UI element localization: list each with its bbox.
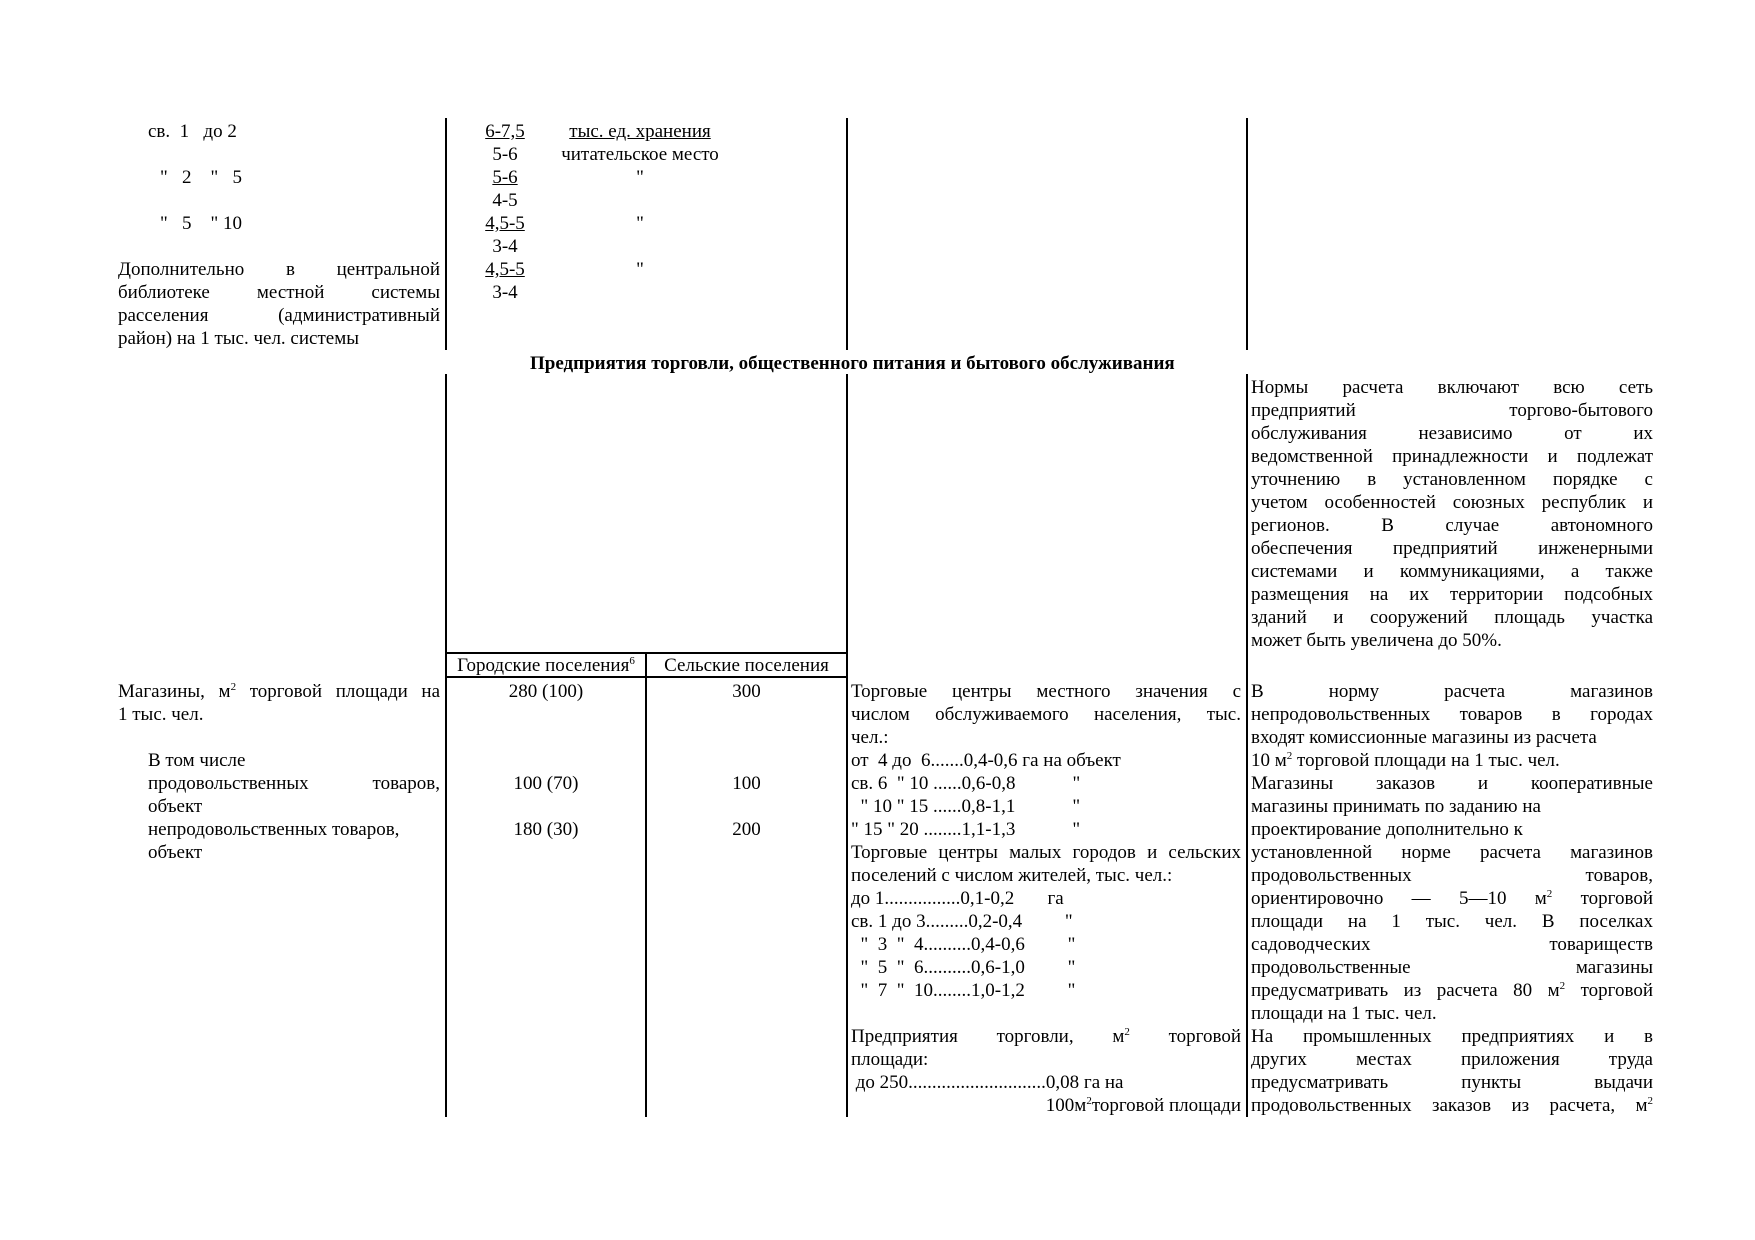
land-area-local-1: от 4 до 6.......0,4-0,6 га на объект [851, 750, 1121, 771]
land-area-small-1: до 1................0,1-0,2 га [851, 888, 1064, 909]
land-area-small-3: " 3 " 4..........0,4-0,6 " [851, 934, 1076, 955]
shops-incl-label: В том числе [148, 750, 246, 771]
library-row-3-label: " 5 " 10 [160, 213, 243, 234]
col-divider-1-bottom [445, 374, 447, 1117]
land-area-small-2: св. 1 до 3.........0,2-0,4 " [851, 911, 1073, 932]
library-ditto-1: " [636, 167, 644, 188]
shops-rural-value: 300 [732, 681, 761, 702]
library-row-2-label: " 2 " 5 [160, 167, 243, 188]
library-value-4: 4-5 [492, 190, 518, 211]
library-ditto-2: " [636, 213, 644, 234]
notes-block-1: В норму расчета магазинов непродовольственных товаров в городах входят комиссионные магазины из расчета 10 $м^2$ торговой площади на 1 тыс. чел. Магазины заказов и кооперативные магазины принимать по заданию на проектирование дополнительно к установленной норме расчета магазинов продовольственных товаров, ориентировочно — 5—10 $м^2$ торговой площади на 1 тыс. чел. В поселках садоводческих товариществ продовольственные магазины предусматривать из расчета 80 $м^2$ торговой площади на 1 тыс. чел. На промышленных предприятиях и в других местах приложения труда предусматривать пункты выдачи продовольственных заказов из расчета, $м^2$ [1251, 681, 1653, 1116]
library-extra-label: Дополнительно в центральной библиотеке местной системы расселения (административный район) на 1 тыс. чел. системы [118, 259, 440, 349]
library-unit-seat: читательское место [561, 144, 719, 165]
library-value-8: 3-4 [492, 282, 518, 303]
library-ditto-3: " [636, 259, 644, 280]
library-value-1: 6-7,5 [485, 121, 525, 142]
nonfood-shops-urban: 180 (30) [513, 819, 579, 840]
land-area-small-4: " 5 " 6..........0,6-1,0 " [851, 957, 1076, 978]
land-area-trade-2: $100м^2торговой$ площади [1045, 1095, 1241, 1116]
col-divider-1-top [445, 118, 447, 350]
food-shops-rural: 100 [732, 773, 761, 794]
library-row-1-label: св. 1 до 2 [148, 121, 237, 142]
land-area-trade-1: до 250.............................0,08 га на [851, 1072, 1124, 1093]
library-value-3: 5-6 [492, 167, 518, 188]
land-area-local-2: св. 6 " 10 ......0,6-0,8 " [851, 773, 1081, 794]
food-shops-urban: 100 (70) [513, 773, 579, 794]
shops-label: Магазины, $м^2$ торговой площади на 1 тыс. чел. [118, 681, 441, 725]
nonfood-shops-rural: 200 [732, 819, 761, 840]
col-divider-2-bottom [846, 374, 848, 1117]
library-value-5: 4,5-5 [485, 213, 525, 234]
col-divider-2-top [846, 118, 848, 350]
land-area-block-3: Предприятия торговли, $м^2$ торговой площади: [851, 1026, 1242, 1070]
land-area-local-3: " 10 " 15 ......0,8-1,1 " [851, 796, 1081, 817]
col-header-rural: Сельские поселения [664, 655, 829, 676]
land-area-block-2: Торговые центры малых городов и сельских поселений с числом жителей, тыс. чел.: [851, 842, 1241, 886]
library-unit-storage: тыс. ед. хранения [569, 121, 711, 142]
library-value-7: 4,5-5 [485, 259, 525, 280]
col-divider-3-bottom [1246, 374, 1248, 1117]
shops-urban-value: 280 (100) [508, 681, 584, 702]
land-area-small-5: " 7 " 10........1,0-1,2 " [851, 980, 1076, 1001]
section-title: Предприятия торговли, общественного питания и бытового обслуживания [530, 353, 1175, 374]
col-header-urban: Городские поселения$^6$ [457, 655, 635, 676]
land-area-block-1: Торговые центры местного значения с числом обслуживаемого населения, тыс. чел.: [851, 681, 1241, 748]
nonfood-shops-label-2: объект [148, 842, 203, 863]
food-shops-label: продовольственных товаров, объект [148, 773, 440, 817]
nonfood-shops-label-1: непродовольственных товаров, [148, 819, 400, 840]
land-area-local-4: " 15 " 20 ........1,1-1,3 " [851, 819, 1081, 840]
col-divider-urban-rural [645, 652, 647, 1117]
section-note: Нормы расчета включают всю сеть предприятий торгово-бытового обслуживания независимо от их ведомственной принадлежности и подлежат уточнению в установленном порядке с учетом особенностей союзных республик и регионов. В случае автономного обеспечения предприятий инженерными системами и коммуникациями, а также размещения на их территории подсобных зданий и сооружений площадь участка может быть увеличена до 50%. [1251, 377, 1653, 651]
library-value-2: 5-6 [492, 144, 518, 165]
library-value-6: 3-4 [492, 236, 518, 257]
col-divider-3-top [1246, 118, 1248, 350]
